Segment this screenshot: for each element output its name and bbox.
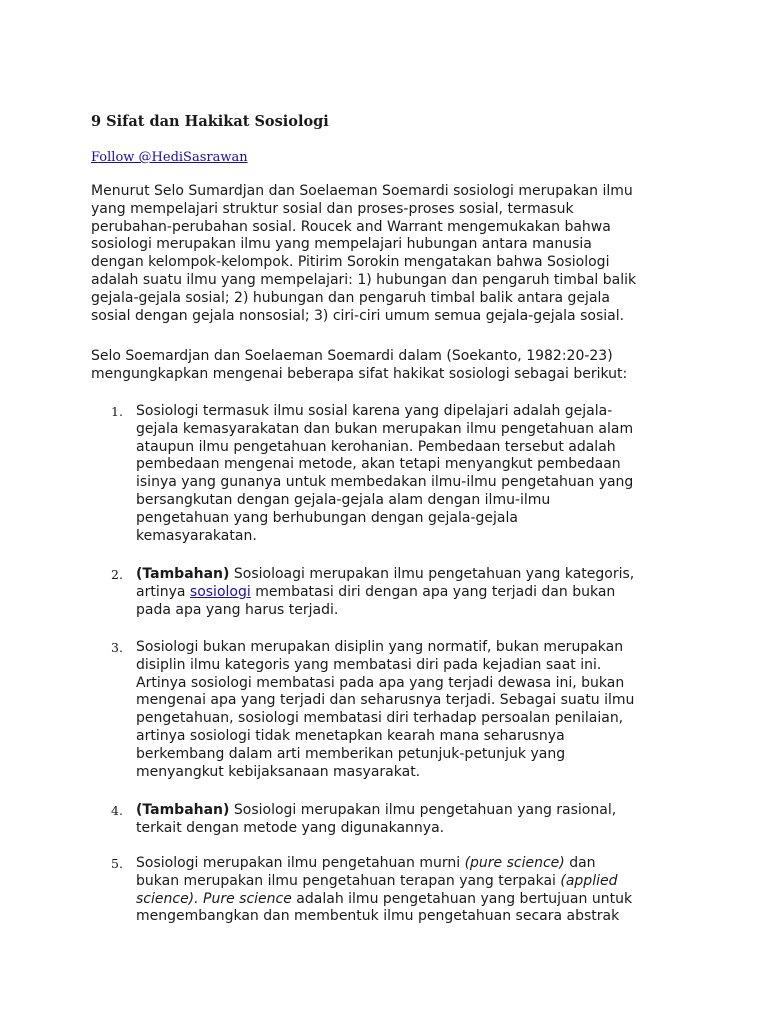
text-line: menyangkut kebijaksanaan masyarakat.: [136, 763, 421, 780]
text-span: adalah ilmu pengetahuan yang bertujuan untuk: [291, 890, 633, 907]
text-line: bersangkutan dengan gejala-gejala alam dengan ilmu-ilmu: [136, 491, 551, 508]
list-number: 4.: [111, 803, 123, 818]
text-span: Sosioloagi merupakan ilmu pengetahuan yang kategoris,: [229, 566, 635, 582]
text-line: gejala kemasyarakatan dan bukan merupakan ilmu pengetahuan alam: [136, 420, 634, 437]
tambahan-label: (Tambahan): [136, 802, 230, 818]
text-line: pembedaan mengenai metode, akan tetapi menyangkut pembedaan: [136, 456, 621, 473]
text-line: ataupun ilmu pengetahuan kerohanian. Pembedaan tersebut adalah: [136, 438, 616, 455]
list-number: 5.: [111, 856, 123, 871]
text-span: bukan merupakan ilmu pengetahuan terapan yang terpakai: [136, 872, 561, 889]
text-line: [136, 584, 716, 602]
follow-link[interactable]: Follow @HediSasrawan: [91, 150, 248, 165]
text-line: kemasyarakatan.: [136, 527, 257, 544]
intro-paragraph: Menurut Selo Sumardjan dan Soelaeman Soemardi sosiologi merupakan ilmu yang mempelajari struktur sosial dan proses-proses sosial, termasuk perubahan-perubahan sosial. Roucek and Warrant mengemukakan bahwa sosiologi merupakan ilmu yang mempelajari hubungan antara manusia dengan kelompok-kelompok. Pitirim Sorokin mengatakan bahwa Sosiologi adalah suatu ilmu yang mempelajari: 1) hubungan dan pengaruh timbal balik gejala-gejala sosial; 2) hubungan dan pengaruh timbal balik antara gejala sosial dengan gejala nonsosial; 3) ciri-ciri umum semua gejala-gejala sosial.: [91, 183, 637, 324]
text-line: isinya yang gunanya untuk membedakan ilmu-ilmu pengetahuan yang: [136, 474, 634, 491]
list-item-text: [136, 566, 716, 619]
list-number: 3.: [111, 640, 123, 655]
list-number: 1.: [111, 404, 123, 419]
text-line: [136, 873, 716, 891]
text-line: [136, 802, 716, 820]
list-item-text: [136, 855, 716, 926]
text-line: [136, 891, 716, 909]
text-line: pengetahuan, sosiologi membatasi diri terhadap persoalan penilaian,: [136, 710, 624, 727]
list-number: 2.: [111, 567, 123, 582]
text-span: membatasi diri dengan apa yang terjadi dan bukan: [250, 583, 616, 600]
text-line: Artinya sosiologi membatasi pada apa yang terjadi dewasa ini, bukan: [136, 674, 625, 691]
italic-term: (pure science): [464, 855, 565, 871]
text-line: disiplin ilmu kategoris yang membatasi diri pada kejadian saat ini.: [136, 656, 602, 673]
text-line: artinya sosiologi tidak menetapkan kearah mana seharusnya: [136, 727, 565, 744]
page-title: 9 Sifat dan Hakikat Sosiologi: [91, 113, 329, 130]
list-item-text: [136, 403, 716, 545]
lead-in-paragraph: Selo Soemardjan dan Soelaeman Soemardi dalam (Soekanto, 1982:20-23) mengungkapkan mengenai beberapa sifat hakikat sosiologi sebagai berikut:: [91, 348, 628, 382]
tambahan-label: (Tambahan): [136, 566, 230, 582]
text-span: Sosiologi merupakan ilmu pengetahuan yang rasional,: [229, 802, 617, 818]
italic-term: (applied: [560, 872, 618, 889]
text-span: Sosiologi merupakan ilmu pengetahuan murni: [136, 855, 465, 871]
text-line: [136, 566, 716, 584]
text-line: [136, 855, 716, 873]
text-line: Sosiologi termasuk ilmu sosial karena yang dipelajari adalah gejala-: [136, 403, 613, 419]
text-line: terkait dengan metode yang digunakannya.: [136, 819, 445, 836]
list-item-text: [136, 802, 716, 838]
text-line: Sosiologi bukan merupakan disiplin yang normatif, bukan merupakan: [136, 639, 624, 655]
sosiologi-link[interactable]: sosiologi: [189, 583, 251, 600]
text-line: pada apa yang harus terjadi.: [136, 601, 339, 618]
text-line: mengenai apa yang terjadi dan seharusnya terjadi. Sebagai suatu ilmu: [136, 692, 635, 709]
text-span: dan: [564, 855, 596, 871]
list-item-text: [136, 639, 716, 781]
text-line: pengetahuan yang berhubungan dengan gejala-gejala: [136, 509, 518, 526]
text-line: mengembangkan dan membentuk ilmu pengetahuan secara abstrak: [136, 908, 620, 925]
text-span: artinya: [136, 583, 190, 600]
text-line: berkembang dalam arti memberikan petunjuk-petunjuk yang: [136, 745, 566, 762]
italic-term: science). Pure science: [136, 890, 292, 907]
